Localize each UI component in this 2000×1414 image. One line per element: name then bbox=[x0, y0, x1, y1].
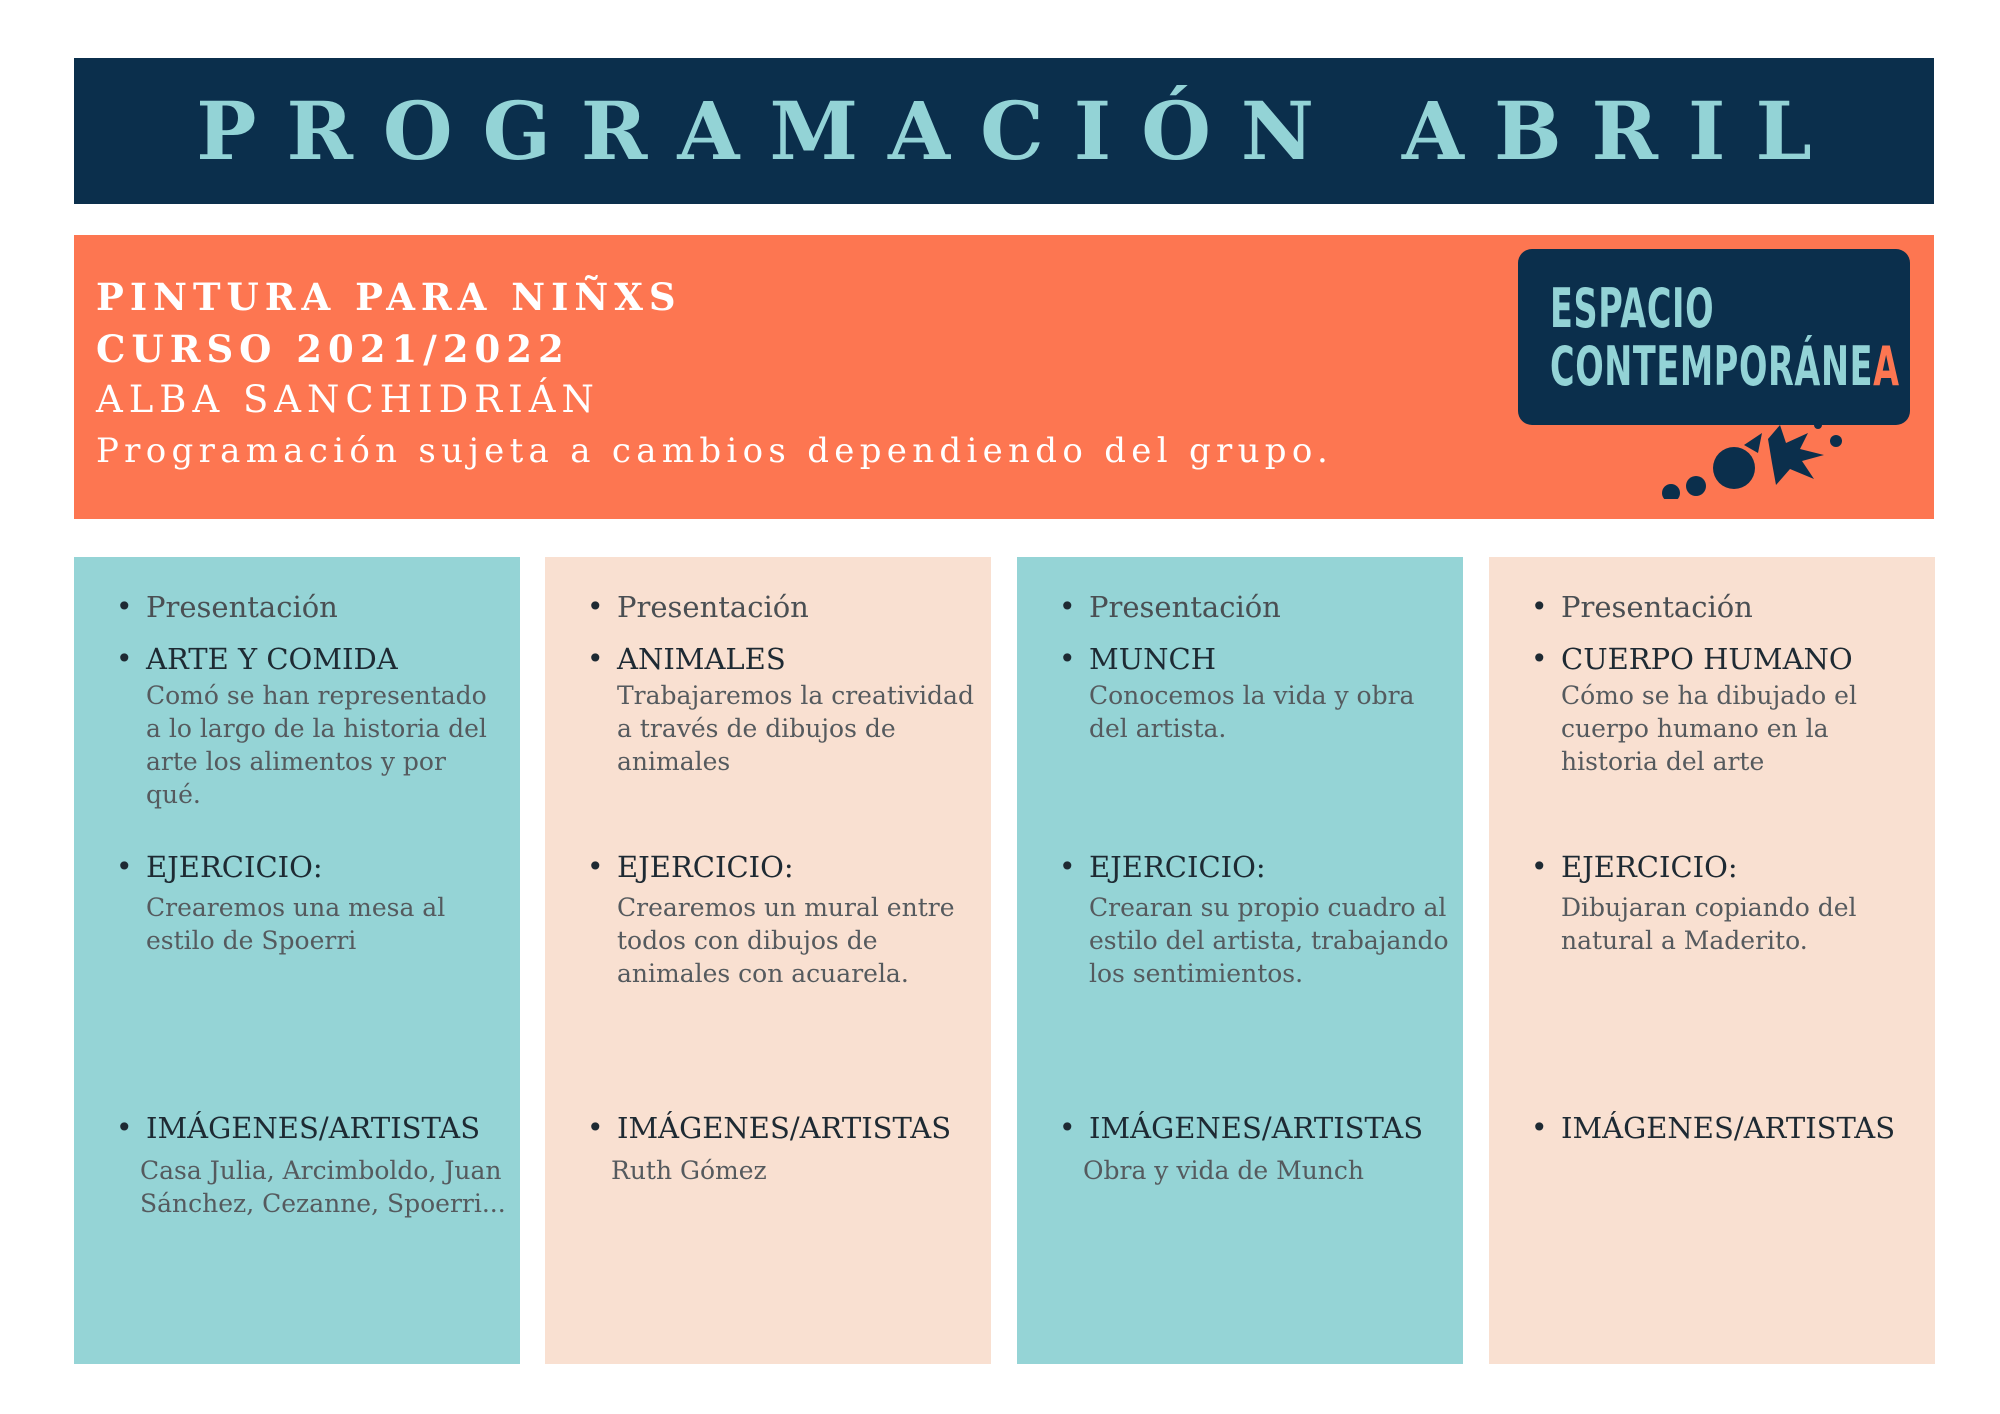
bullet-icon: • bbox=[1531, 850, 1548, 883]
logo-text-accent: A bbox=[1873, 335, 1900, 398]
bullet-icon: • bbox=[587, 590, 604, 623]
instructor-name: ALBA SANCHIDRIÁN bbox=[96, 378, 600, 421]
presentation-label: Presentación bbox=[1561, 590, 1753, 624]
images-label: IMÁGENES/ARTISTAS bbox=[1089, 1111, 1424, 1145]
topic-description: Conocemos la vida y obra del artista. bbox=[1089, 681, 1415, 743]
exercise-label: EJERCICIO: bbox=[146, 850, 323, 884]
list-item-images bbox=[1059, 1108, 1449, 1187]
bullet-icon: • bbox=[587, 1111, 604, 1144]
topic-title: ANIMALES bbox=[617, 642, 786, 676]
images-description: Obra y vida de Munch bbox=[1083, 1156, 1364, 1185]
course-name: PINTURA PARA NIÑXS bbox=[96, 275, 682, 319]
topic-description: Comó se han representado a lo largo de la historia del arte los alimentos y por qué. bbox=[146, 681, 487, 809]
bullet-icon: • bbox=[1531, 590, 1548, 623]
list-item-topic bbox=[1059, 639, 1449, 745]
espacio-contemporanea-logo bbox=[1518, 249, 1910, 499]
paint-splash-icon bbox=[1518, 249, 1910, 499]
bullet-icon: • bbox=[1059, 1111, 1076, 1144]
bullet-icon: • bbox=[116, 1111, 133, 1144]
column-munch bbox=[1017, 557, 1463, 1364]
bullet-icon: • bbox=[1059, 642, 1076, 675]
bullet-icon: • bbox=[116, 590, 133, 623]
list-item-presentation bbox=[1531, 587, 1921, 627]
title-banner bbox=[74, 58, 1934, 204]
exercise-description: Dibujaran copiando del natural a Maderito. bbox=[1561, 893, 1857, 955]
presentation-label: Presentación bbox=[146, 590, 338, 624]
page-title: PROGRAMACIÓN ABRIL bbox=[196, 84, 1842, 178]
course-year: CURSO 2021/2022 bbox=[96, 327, 570, 371]
list-item-topic bbox=[116, 639, 506, 811]
exercise-label: EJERCICIO: bbox=[617, 850, 794, 884]
list-item-exercise bbox=[587, 847, 977, 990]
list-item-images bbox=[587, 1108, 977, 1187]
images-label: IMÁGENES/ARTISTAS bbox=[146, 1111, 481, 1145]
bullet-icon: • bbox=[1059, 850, 1076, 883]
schedule-note: Programación sujeta a cambios dependiendo del grupo. bbox=[96, 431, 1334, 471]
bullet-icon: • bbox=[1531, 642, 1548, 675]
list-item-topic bbox=[1531, 639, 1921, 778]
presentation-label: Presentación bbox=[617, 590, 809, 624]
bullet-icon: • bbox=[116, 642, 133, 675]
images-label: IMÁGENES/ARTISTAS bbox=[617, 1111, 952, 1145]
column-arte-y-comida bbox=[74, 557, 520, 1364]
topic-description: Trabajaremos la creatividad a través de dibujos de animales bbox=[617, 681, 974, 776]
list-item-exercise bbox=[1531, 847, 1921, 957]
topic-title: ARTE Y COMIDA bbox=[146, 642, 398, 676]
exercise-description: Crearemos una mesa al estilo de Spoerri bbox=[146, 893, 446, 955]
images-description: Casa Julia, Arcimboldo, Juan Sánchez, Cezanne, Spoerri... bbox=[140, 1156, 506, 1218]
bullet-icon: • bbox=[587, 850, 604, 883]
presentation-label: Presentación bbox=[1089, 590, 1281, 624]
images-label: IMÁGENES/ARTISTAS bbox=[1561, 1111, 1896, 1145]
exercise-label: EJERCICIO: bbox=[1561, 850, 1738, 884]
bullet-icon: • bbox=[1531, 1111, 1548, 1144]
list-item-presentation bbox=[116, 587, 506, 627]
list-item-images bbox=[116, 1108, 506, 1220]
exercise-description: Crearan su propio cuadro al estilo del artista, trabajando los sentimientos. bbox=[1089, 893, 1449, 988]
list-item-images bbox=[1531, 1108, 1921, 1154]
logo-text-main: CONTEMPORÁNE bbox=[1550, 335, 1874, 398]
column-cuerpo-humano bbox=[1489, 557, 1935, 1364]
column-animales bbox=[545, 557, 991, 1364]
bullet-icon: • bbox=[587, 642, 604, 675]
list-item-presentation bbox=[587, 587, 977, 627]
images-description: Ruth Gómez bbox=[611, 1156, 767, 1185]
exercise-label: EJERCICIO: bbox=[1089, 850, 1266, 884]
list-item-presentation bbox=[1059, 587, 1449, 627]
topic-title: CUERPO HUMANO bbox=[1561, 642, 1853, 676]
course-info-banner bbox=[74, 235, 1934, 519]
topic-title: MUNCH bbox=[1089, 642, 1216, 676]
list-item-topic bbox=[587, 639, 977, 778]
list-item-exercise bbox=[1059, 847, 1449, 990]
exercise-description: Crearemos un mural entre todos con dibujos de animales con acuarela. bbox=[617, 893, 955, 988]
topic-description: Cómo se ha dibujado el cuerpo humano en la historia del arte bbox=[1561, 681, 1857, 776]
bullet-icon: • bbox=[116, 850, 133, 883]
logo-text-line1: ESPACIO bbox=[1550, 277, 1715, 340]
list-item-exercise bbox=[116, 847, 506, 957]
bullet-icon: • bbox=[1059, 590, 1076, 623]
